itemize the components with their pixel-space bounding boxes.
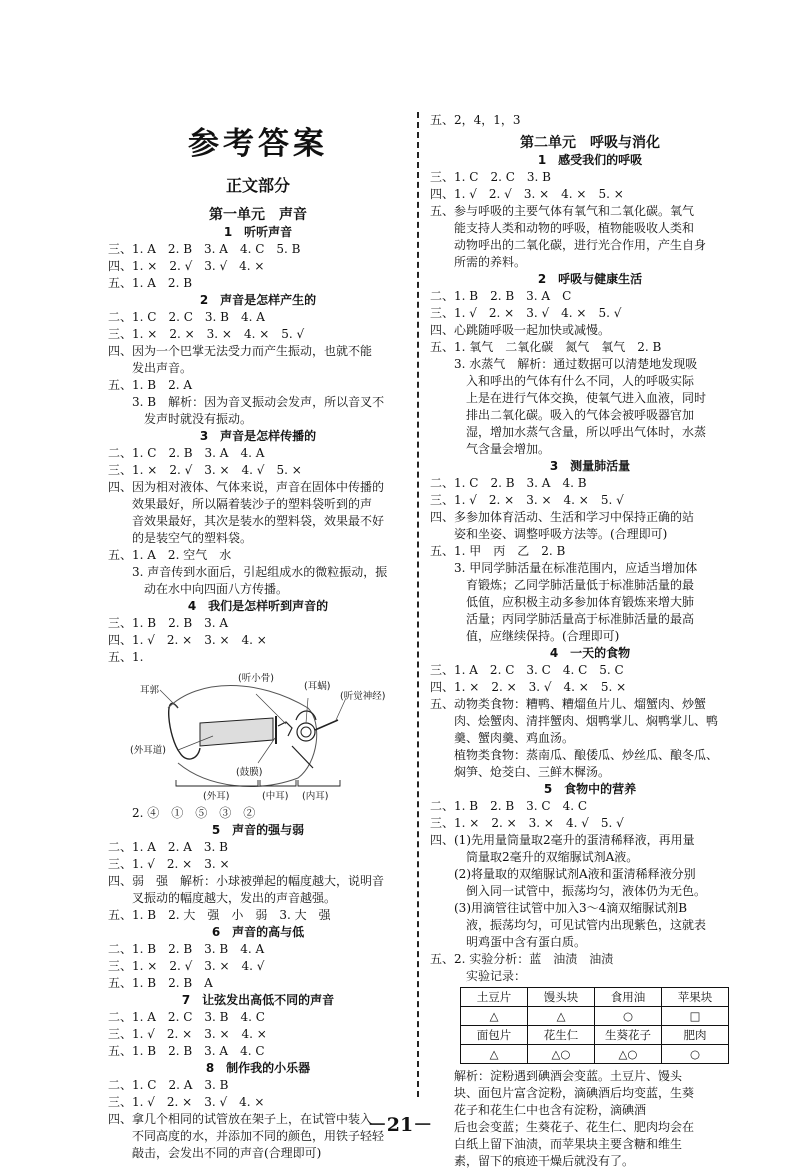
left-column <box>108 112 408 1162</box>
answer-line: 二、1. C 2. B 3. A 4. A <box>108 446 265 460</box>
table-cell: 土豆片 <box>461 988 528 1007</box>
table-row <box>461 1007 729 1026</box>
ear-label-nerve: (听觉神经) <box>340 691 386 702</box>
ear-label-ossicles: (听小骨) <box>238 673 274 684</box>
table-cell: 花生仁 <box>528 1026 595 1045</box>
section-title: 正文部分 <box>225 176 290 195</box>
table-cell: △ <box>461 1007 528 1026</box>
answer-line: 三、1. √ 2. × 3. × 4. × <box>108 1027 267 1041</box>
answer-line: 四、1. × 2. √ 3. √ 4. × <box>108 259 265 273</box>
answer-line: 五、动物类食物：糟鸭、糟熘鱼片儿、熘蟹肉、炒蟹 肉、烩蟹肉、清拌蟹肉、烟鸭掌儿、焖鸭掌儿、鸭 羹、蟹肉羹、鸡血汤。 <box>430 697 719 745</box>
table-cell: 生葵花子 <box>595 1026 662 1045</box>
ear-label-eardrum: (鼓膜) <box>236 767 263 778</box>
answer-line: 二、1. A 2. C 3. B 4. C <box>108 1010 265 1024</box>
answer-line: (2)将量取的双缩脲试剂A液和蛋清稀释液分别 倒入同一试管中，振荡均匀，液体仍为无色。 <box>454 867 707 898</box>
table-cell: ○ <box>595 1007 662 1026</box>
answer-line: 四、心跳随呼吸一起加快或减慢。 <box>430 323 611 337</box>
lesson-title: 1 听听声音 <box>223 225 293 239</box>
answer-line: 四、(1)先用量筒量取2毫升的蛋清稀释液，再用量 筒量取2毫升的双缩脲试剂A液。 <box>430 833 695 864</box>
ear-label-middle: (中耳) <box>262 791 289 802</box>
lesson-title: 4 一天的食物 <box>549 646 631 660</box>
table-cell: 肥肉 <box>662 1026 729 1045</box>
unit-title: 第一单元 声音 <box>209 207 307 223</box>
page-title: 参考答案 <box>188 126 328 162</box>
answer-line: 四、弱 强 解析：小球被弹起的幅度越大，说明音 叉振动的幅度越大，发出的声音越强。 <box>108 874 385 905</box>
table-cell: 食用油 <box>595 988 662 1007</box>
answer-line: 三、1. √ 2. × 3. × 4. × 5. √ <box>430 493 624 507</box>
lesson-title: 3 声音是怎样传播的 <box>199 429 317 443</box>
table-cell: 苹果块 <box>662 988 729 1007</box>
answer-line: 五、1. B 2. A <box>108 378 193 392</box>
unit-title: 第二单元 呼吸与消化 <box>520 135 660 151</box>
answer-line: 五、1. <box>108 650 144 664</box>
page-number: －21－ <box>367 1114 433 1136</box>
answer-line: 三、1. A 2. C 3. C 4. C 5. C <box>430 663 624 677</box>
table-cell: △ <box>461 1045 528 1064</box>
answer-line: 3. 声音传到水面后，引起组成水的微粒振动，振 动在水中向四面八方传播。 <box>132 565 388 596</box>
answer-line: 五、1. A 2. 空气 水 <box>108 548 232 562</box>
table-cell: △○ <box>528 1045 595 1064</box>
answer-line: 二、1. B 2. B 3. A C <box>430 289 572 303</box>
right-column <box>430 112 750 1170</box>
lesson-title: 4 我们是怎样听到声音的 <box>187 599 329 613</box>
answer-line: 五、1. A 2. B <box>108 276 193 290</box>
answer-line: (3)用滴管往试管中加入3～4滴双缩脲试剂B 液，振荡均匀，可见试管内出现紫色，这就表 明鸡蛋中含有蛋白质。 <box>454 901 707 949</box>
answer-line: 三、1. √ 2. × 3. √ 4. × 5. √ <box>430 306 622 320</box>
answer-line: 三、1. × 2. √ 3. × 4. √ <box>108 959 265 973</box>
answer-line: 二、1. B 2. B 3. C 4. C <box>430 799 588 813</box>
lesson-title: 1 感受我们的呼吸 <box>537 153 643 167</box>
answer-line: 实验记录： <box>430 969 527 983</box>
answer-line: 三、1. √ 2. × 3. × <box>108 857 230 871</box>
answer-line: 四、因为一个巴掌无法受力而产生振动，也就不能 发出声音。 <box>108 344 373 375</box>
answer-line: 五、2，4，1，3 <box>430 113 521 127</box>
table-cell: 馒头块 <box>528 988 595 1007</box>
table-cell: △ <box>528 1007 595 1026</box>
answer-line: 二、1. A 2. A 3. B <box>108 840 228 854</box>
table-row <box>461 1026 729 1045</box>
answer-line: 四、1. √ 2. √ 3. × 4. × 5. × <box>430 187 624 201</box>
answer-line: 二、1. B 2. B 3. B 4. A <box>108 942 265 956</box>
ear-label-cochlea: (耳蜗) <box>304 681 331 692</box>
answer-line: 3. B 解析：因为音叉振动会发声，所以音叉不 发声时就没有振动。 <box>132 395 385 426</box>
answer-line: 三、1. × 2. × 3. × 4. √ 5. √ <box>430 816 624 830</box>
column-divider <box>417 112 419 1097</box>
answer-line: 三、1. B 2. B 3. A <box>108 616 229 630</box>
ear-label-inner: (内耳) <box>302 791 329 802</box>
lesson-title: 3 测量肺活量 <box>549 459 631 473</box>
answer-line: 2. ④ ① ⑤ ③ ② <box>108 806 256 820</box>
lesson-title: 2 声音是怎样产生的 <box>199 293 317 307</box>
answer-line: 三、1. √ 2. × 3. √ 4. × <box>108 1095 265 1109</box>
answer-line: 四、因为相对液体、气体来说，声音在固体中传播的 效果最好，所以隔着装沙子的塑料袋听到的声 音效果最好，其次是装水的塑料袋，效果最不好 的是装空气的塑料袋。 <box>108 480 385 545</box>
answer-line: 五、2. 实验分析：蓝 油渍 油渍 <box>430 952 614 966</box>
answer-line: 四、多参加体育活动、生活和学习中保持正确的站 姿和坐姿、调整呼吸方法等。(合理即可) <box>430 510 695 541</box>
table-cell: 面包片 <box>461 1026 528 1045</box>
answer-line: 三、1. × 2. √ 3. × 4. √ 5. × <box>108 463 302 477</box>
answer-line: 植物类食物：蒸南瓜、酿倭瓜、炒丝瓜、酿冬瓜、 焖笋、炝茭白、三鲜木樨汤。 <box>454 748 719 779</box>
table-row <box>461 1045 729 1064</box>
answer-line: 五、1. 甲 丙 乙 2. B <box>430 544 566 558</box>
experiment-record-table <box>460 987 729 1064</box>
answer-line: 解析：淀粉遇到碘酒会变蓝。土豆片、馒头 块、面包片富含淀粉，滴碘酒后均变蓝，生葵 花子和花生仁中也含有淀粉，滴碘酒 后也会变蓝；生葵花子、花生仁、肥肉均会在 白纸上留下油渍，而苹果块主要含糖和维生 素，留下的痕迹干燥后就没有了。 <box>454 1069 695 1168</box>
answer-line: 二、1. C 2. A 3. B <box>108 1078 229 1092</box>
lesson-title: 5 声音的强与弱 <box>211 823 305 837</box>
answer-line: 五、参与呼吸的主要气体有氧气和二氧化碳。氧气 能支持人类和动物的呼吸，植物能吸收人类和 动物呼出的二氧化碳，进行光合作用，产生自身 所需的养料。 <box>430 204 707 269</box>
answer-line: 二、1. C 2. C 3. B 4. A <box>108 310 265 324</box>
answer-line: 三、1. A 2. B 3. A 4. C 5. B <box>108 242 301 256</box>
lesson-title: 5 食物中的营养 <box>543 782 637 796</box>
ear-label-outer: (外耳) <box>203 791 230 802</box>
answer-line: 四、拿几个相同的试管放在架子上，在试管中装入 不同高度的水，并添加不同的颜色，用铁子轻轻 敲击，会发出不同的声音(合理即可) <box>108 1112 385 1160</box>
answer-line: 五、1. 氧气 二氧化碳 氮气 氧气 2. B <box>430 340 662 354</box>
answer-line: 3. 水蒸气 解析：通过数据可以清楚地发现吸 入和呼出的气体有什么不同，人的呼吸实际 上是在进行气体交换，使氧气进入血液，同时 排出二氧化碳。吸入的气体会被呼吸器官加 湿，增加水蒸气含量，所以呼出气体时，水蒸 气含量会增加。 <box>454 357 707 456</box>
answer-line: 二、1. C 2. B 3. A 4. B <box>430 476 587 490</box>
table-cell: □ <box>662 1007 729 1026</box>
answer-line: 五、1. B 2. 大 强 小 弱 3. 大 强 <box>108 908 331 922</box>
lesson-title: 2 呼吸与健康生活 <box>537 272 643 286</box>
answer-line: 五、1. B 2. B 3. A 4. C <box>108 1044 265 1058</box>
lesson-title: 6 声音的高与低 <box>211 925 305 939</box>
ear-label-canal: (外耳道) <box>130 745 166 756</box>
answer-line: 四、1. √ 2. × 3. × 4. × <box>108 633 267 647</box>
answer-line: 五、1. B 2. B A <box>108 976 213 990</box>
lesson-title: 7 让弦发出高低不同的声音 <box>181 993 335 1007</box>
answer-line: 三、1. C 2. C 3. B <box>430 170 551 184</box>
table-cell: ○ <box>662 1045 729 1064</box>
table-row <box>461 988 729 1007</box>
ear-label-auricle: 耳郭 <box>140 685 160 696</box>
lesson-title: 8 制作我的小乐器 <box>205 1061 311 1075</box>
table-cell: △○ <box>595 1045 662 1064</box>
answer-line: 三、1. × 2. × 3. × 4. × 5. √ <box>108 327 305 341</box>
ear-diagram <box>108 668 398 803</box>
answer-line: 四、1. × 2. × 3. √ 4. × 5. × <box>430 680 627 694</box>
answer-line: 3. 甲同学肺活量在标准范围内，应适当增加体 育锻炼；乙同学肺活量低于标准肺活量的最 低值，应积极主动多参加体育锻炼来增大肺 活量；丙同学肺活量高于标准肺活量的最高 值，应继续保持。(合理即可) <box>454 561 698 643</box>
